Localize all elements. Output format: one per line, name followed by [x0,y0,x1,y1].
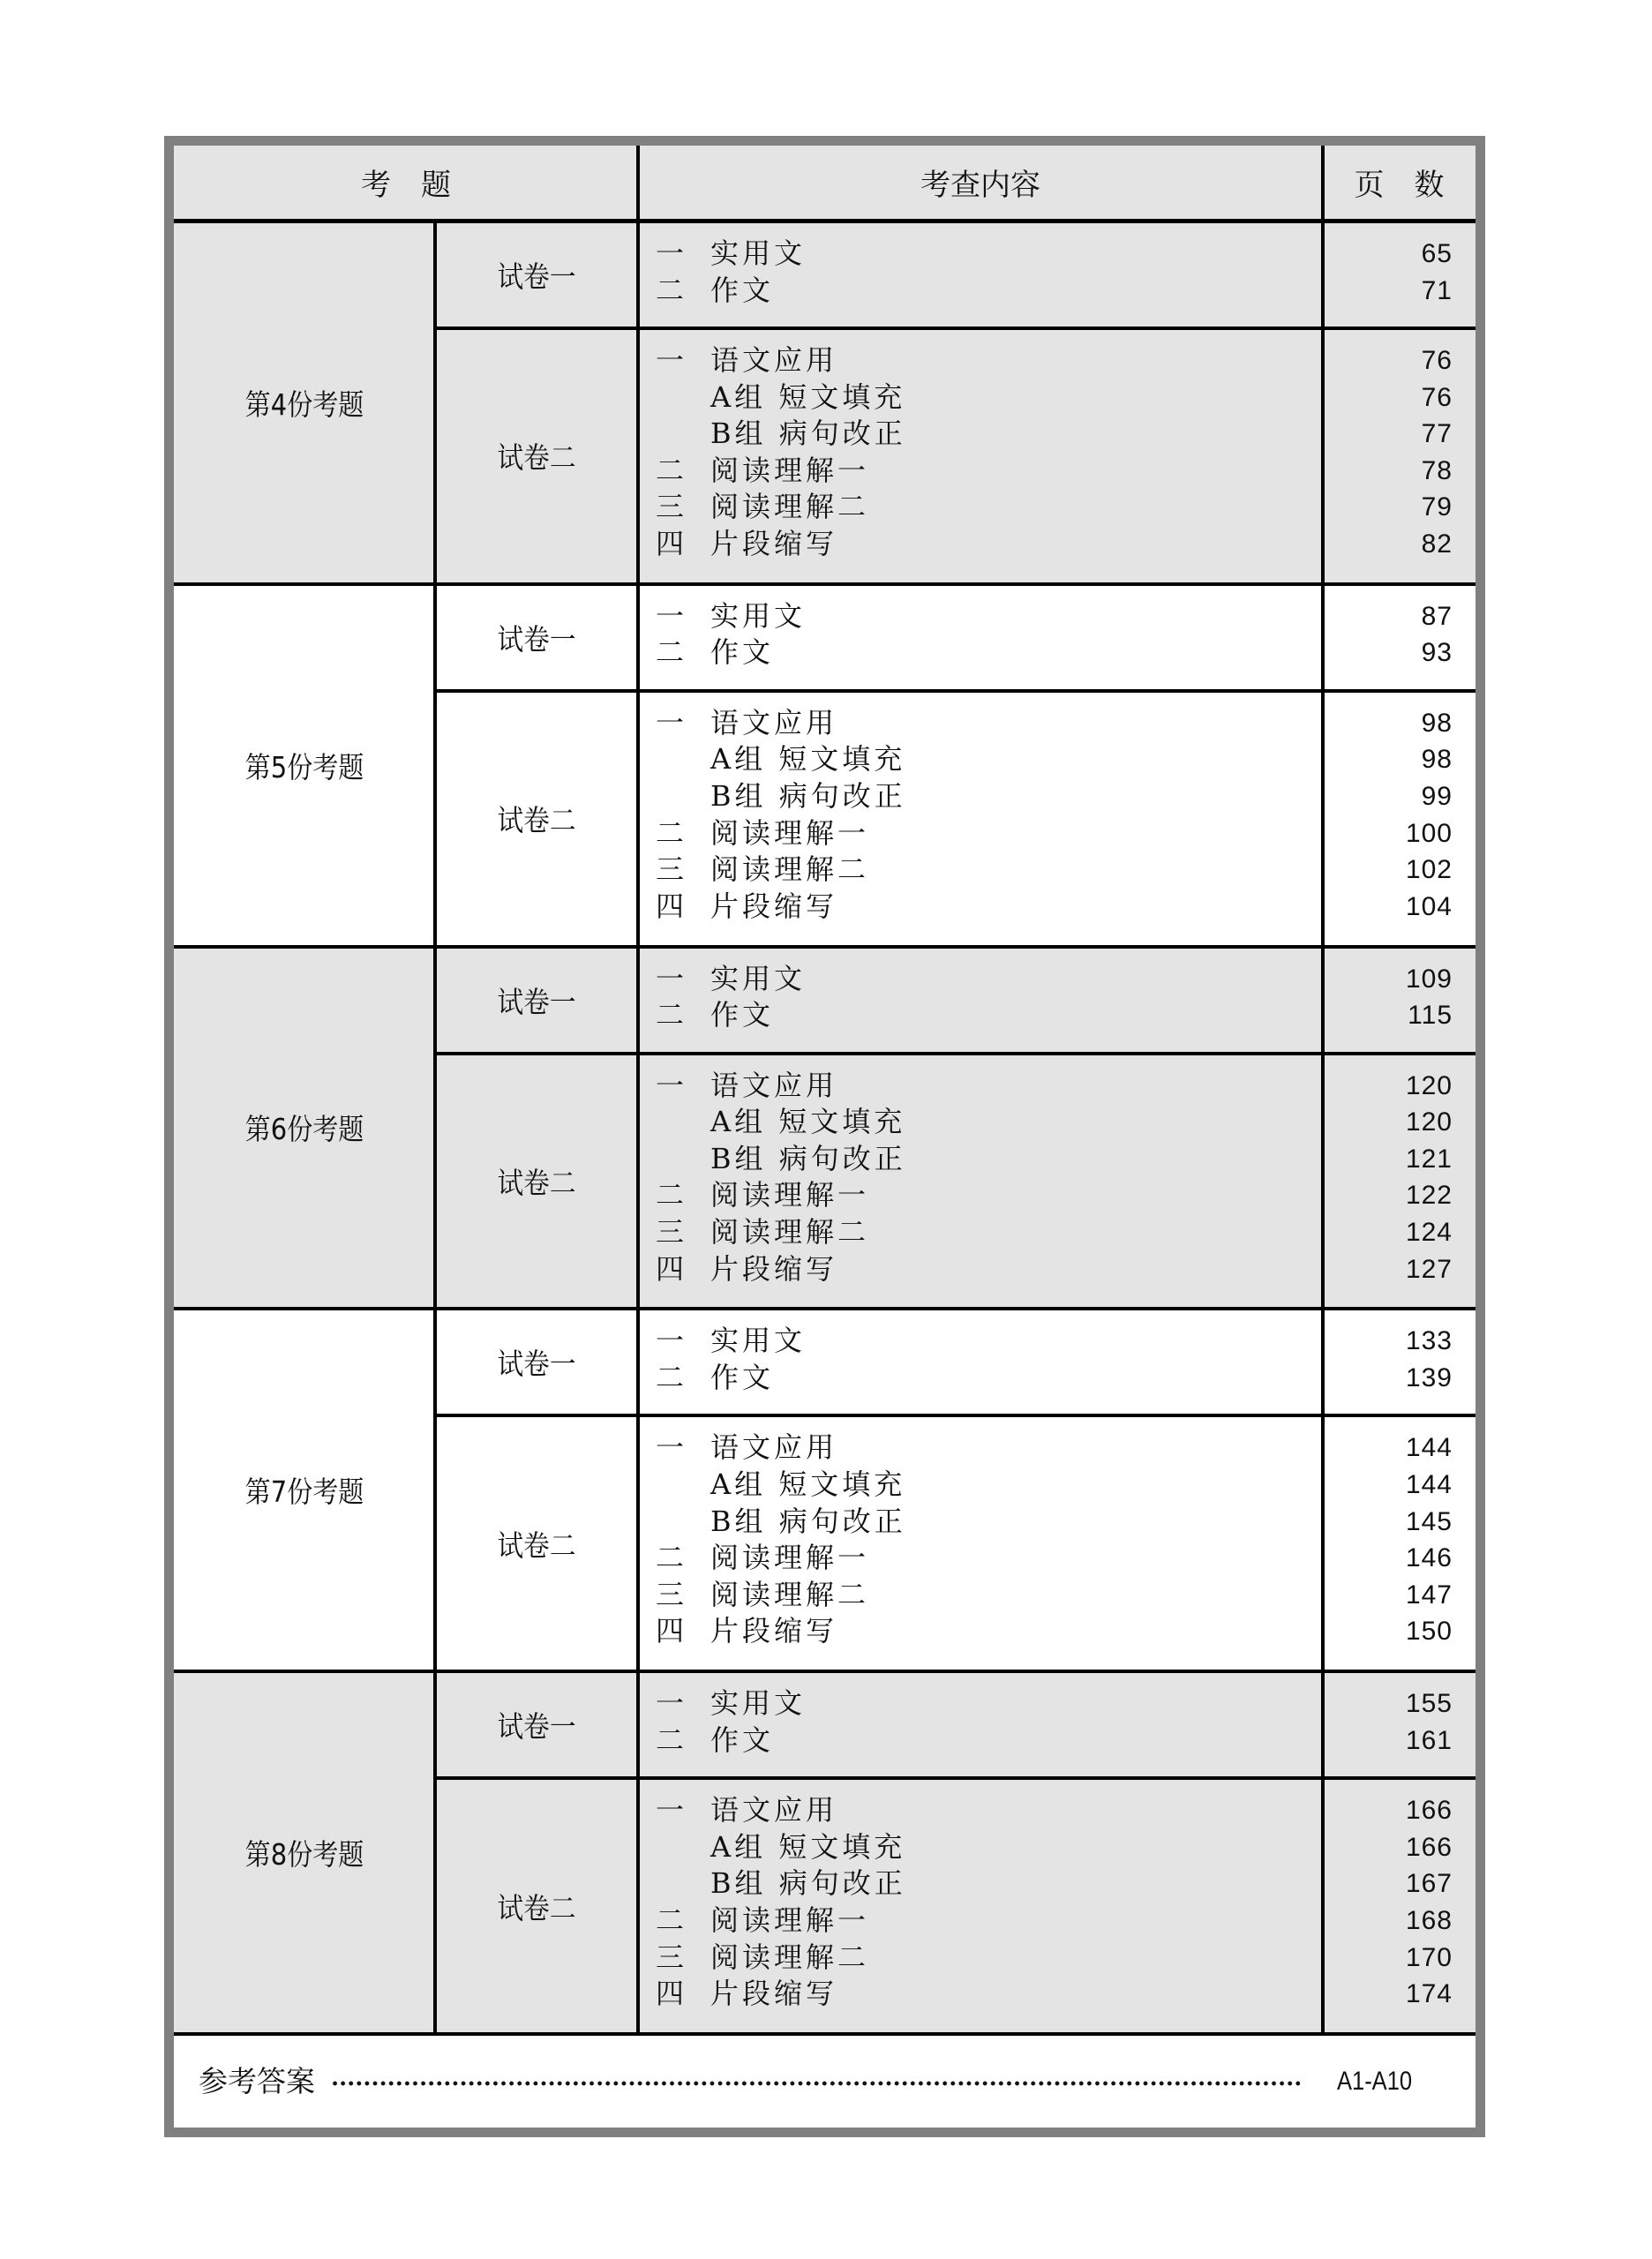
content-list [656,1685,1273,1759]
entry-page-number[interactable]: 155 [1405,1689,1453,1719]
paper-one-row [435,586,1476,693]
table-of-contents-frame [164,136,1485,2137]
content-list [656,1430,1273,1650]
entry-title: 实用文 [710,1324,807,1358]
entry-page-number[interactable]: 133 [1405,1326,1453,1356]
entry-page-number[interactable]: 124 [1405,1217,1453,1247]
page-list [1323,598,1453,672]
paper-label: 试卷一 [497,984,576,1019]
paper-label: 试卷一 [497,1709,576,1745]
toc-entry[interactable] [656,1068,1273,1105]
entry-title: 实用文 [710,598,807,633]
entry-number: 四 [656,1614,685,1648]
header-content: 考查内容 [920,168,1040,203]
entry-title: 片段缩写 [710,1977,838,2011]
exam-group [174,949,1476,1311]
entry-number: 一 [656,1686,685,1721]
paper-label: 试卷二 [497,440,576,476]
exam-group [174,586,1476,949]
toc-entry[interactable] [656,526,1273,563]
entry-number: 二 [656,453,685,487]
page-list [1323,1792,1453,2013]
entry-title: A组 短文填充 [710,1829,906,1864]
entry-page-number[interactable]: 120 [1405,1070,1453,1100]
toc-entry[interactable] [656,1722,1273,1760]
entry-page-number[interactable]: 170 [1405,1942,1453,1972]
toc-entry[interactable] [656,598,1273,635]
entry-page-number[interactable]: 161 [1405,1725,1453,1755]
toc-entry[interactable] [656,705,1273,742]
toc-entry[interactable] [656,1577,1273,1614]
entry-page-number[interactable]: 147 [1405,1580,1453,1610]
exam-group [174,223,1476,586]
entry-page-number[interactable]: 76 [1421,346,1453,375]
column-divider [433,223,437,2036]
entry-title: 作文 [710,1722,775,1757]
entry-page-number[interactable]: 144 [1405,1469,1453,1499]
entry-number: 二 [656,635,685,670]
entry-title: A组 短文填充 [710,1467,906,1501]
entry-number: 一 [656,236,685,270]
entry-page-number[interactable]: 139 [1405,1362,1453,1392]
toc-entry[interactable] [656,1865,1273,1903]
entry-number: 一 [656,1068,685,1102]
content-list [656,961,1273,1034]
exam-group-label: 第6份考题 [244,1112,364,1147]
entry-title: 语文应用 [710,343,838,377]
entry-number: 一 [656,705,685,739]
entry-number: 四 [656,1977,685,2011]
entry-title: 阅读理解一 [710,1903,870,1937]
entry-number: 一 [656,598,685,633]
entry-page-number[interactable]: 144 [1405,1433,1453,1463]
exam-group-label: 第4份考题 [244,387,364,422]
paper-two-row [435,1055,1476,1308]
column-divider [636,146,640,2036]
exam-group-label: 第7份考题 [244,1475,364,1510]
entry-title: 实用文 [710,1686,807,1721]
page-list [1323,1430,1453,1650]
entry-page-number[interactable]: 174 [1405,1979,1453,2009]
entry-number: 二 [656,1541,685,1575]
entry-title: 作文 [710,998,775,1032]
toc-entry[interactable] [656,1467,1273,1504]
content-list [656,1792,1273,2013]
page-list [1323,961,1453,1034]
entry-page-number[interactable]: 98 [1421,708,1453,738]
exam-group [174,1673,1476,2036]
paper-two-row [435,1417,1476,1670]
paper-label: 试卷二 [497,803,576,838]
entry-number: 一 [656,1793,685,1827]
toc-table [174,146,1476,2128]
content-list [656,236,1273,309]
entry-number: 二 [656,273,685,307]
toc-entry[interactable] [656,379,1273,417]
toc-entry[interactable] [656,1903,1273,1940]
entry-title: B组 病句改正 [710,417,906,451]
entry-page-number[interactable]: 146 [1405,1543,1453,1573]
entry-page-number[interactable]: 168 [1405,1905,1453,1935]
toc-entry[interactable] [656,778,1273,815]
page-list [1323,1068,1453,1288]
toc-entry[interactable] [656,1104,1273,1141]
entry-title: 语文应用 [710,705,838,739]
paper-label: 试卷二 [497,1527,576,1563]
exam-group-label: 第8份考题 [244,1837,364,1872]
entry-title: 阅读理解二 [710,852,870,887]
entry-title: A组 短文填充 [710,379,906,414]
entry-number: 二 [656,1178,685,1212]
toc-entry[interactable] [656,453,1273,490]
paper-label: 试卷二 [497,1165,576,1200]
entry-number: 二 [656,815,685,850]
toc-entry[interactable] [656,1141,1273,1178]
entry-page-number[interactable]: 166 [1405,1832,1453,1862]
entry-page-number[interactable]: 121 [1405,1144,1453,1174]
entry-page-number[interactable]: 127 [1405,1254,1453,1284]
toc-entry[interactable] [656,1214,1273,1251]
paper-label: 试卷一 [497,259,576,294]
entry-page-number[interactable]: 76 [1421,382,1453,412]
entry-title: 语文应用 [710,1430,838,1465]
entry-number: 一 [656,1324,685,1358]
page-list [1323,1323,1453,1396]
toc-entry[interactable] [656,273,1273,310]
entry-number: 四 [656,1251,685,1286]
entry-page-number[interactable]: 87 [1421,601,1453,631]
entry-title: 阅读理解一 [710,453,870,487]
paper-label: 试卷一 [497,621,576,657]
entry-number: 四 [656,526,685,560]
toc-entry[interactable] [656,342,1273,379]
content-list [656,342,1273,563]
entry-title: 作文 [710,273,775,307]
entry-title: 实用文 [710,236,807,270]
paper-one-row [435,223,1476,330]
toc-entry[interactable] [656,1540,1273,1577]
entry-title: B组 病句改正 [710,778,906,813]
entry-number: 四 [656,889,685,923]
exam-group [174,1310,1476,1673]
entry-number: 二 [656,998,685,1032]
toc-entry[interactable] [656,1940,1273,1977]
toc-entry[interactable] [656,741,1273,778]
entry-number: 三 [656,1940,685,1974]
entry-page-number[interactable]: 102 [1405,855,1453,885]
toc-entry[interactable] [656,489,1273,526]
toc-entry[interactable] [656,961,1273,998]
toc-entry[interactable] [656,815,1273,852]
entry-number: 三 [656,1577,685,1611]
toc-entry[interactable] [656,1504,1273,1541]
entry-number: 一 [656,343,685,377]
entry-title: 阅读理解一 [710,1541,870,1575]
paper-label: 试卷二 [497,1890,576,1925]
entry-page-number[interactable]: 166 [1405,1796,1453,1826]
entry-page-number[interactable]: 79 [1421,492,1453,522]
page-list [1323,705,1453,926]
entry-page-number[interactable]: 77 [1421,419,1453,449]
paper-one-row [435,1673,1476,1780]
entry-number: 二 [656,1722,685,1757]
entry-title: 片段缩写 [710,1614,838,1648]
entry-page-number[interactable]: 65 [1421,239,1453,268]
paper-two-row [435,1780,1476,2032]
toc-entry[interactable] [656,1613,1273,1650]
toc-entry[interactable] [656,889,1273,926]
toc-entry[interactable] [656,1829,1273,1866]
paper-one-row [435,1310,1476,1417]
toc-entry[interactable] [656,1976,1273,2013]
entry-number: 二 [656,1360,685,1394]
entry-title: B组 病句改正 [710,1141,906,1175]
entry-title: 作文 [710,635,775,670]
content-list [656,1323,1273,1396]
toc-entry[interactable] [656,852,1273,889]
paper-one-row [435,949,1476,1055]
entry-title: 片段缩写 [710,1251,838,1286]
header-pages: 页 数 [1354,168,1445,203]
toc-entry[interactable] [656,1251,1273,1288]
toc-entry[interactable] [656,1360,1273,1397]
toc-entry[interactable] [656,1177,1273,1214]
entry-number: 一 [656,961,685,995]
header-exam: 考 题 [361,168,451,203]
entry-title: A组 短文填充 [710,1105,906,1139]
entry-number: 一 [656,1430,685,1465]
entry-title: 语文应用 [710,1793,838,1827]
entry-page-number[interactable]: 120 [1405,1107,1453,1137]
entry-title: 阅读理解一 [710,1178,870,1212]
toc-entry[interactable] [656,1792,1273,1829]
entry-number: 三 [656,852,685,887]
entry-page-number[interactable]: 145 [1405,1506,1453,1536]
dot-leader [331,2081,1303,2086]
content-list [656,1068,1273,1288]
toc-entry[interactable] [656,1430,1273,1467]
entry-page-number[interactable]: 115 [1408,1001,1453,1031]
entry-title: 片段缩写 [710,889,838,923]
entry-title: 阅读理解二 [710,1214,870,1249]
answers-entry[interactable] [174,2036,1476,2128]
toc-entry[interactable] [656,634,1273,672]
entry-page-number[interactable]: 150 [1405,1617,1453,1647]
entry-title: 作文 [710,1360,775,1394]
entry-title: 阅读理解一 [710,815,870,850]
entry-title: 语文应用 [710,1068,838,1102]
page-list [1323,1685,1453,1759]
entry-page-number[interactable]: 93 [1421,638,1453,668]
toc-entry[interactable] [656,416,1273,453]
page-list [1323,236,1453,309]
toc-entry[interactable] [656,1323,1273,1360]
entry-page-number[interactable]: 109 [1405,964,1453,994]
entry-number: 三 [656,1214,685,1249]
content-list [656,598,1273,672]
toc-entry[interactable] [656,997,1273,1034]
answers-label: 参考答案 [199,2064,315,2098]
toc-entry[interactable] [656,1685,1273,1722]
entry-title: A组 短文填充 [710,742,906,777]
entry-page-number[interactable]: 167 [1405,1869,1453,1899]
paper-two-row [435,330,1476,582]
entry-page-number[interactable]: 99 [1421,781,1453,811]
page-list [1323,342,1453,563]
entry-number: 三 [656,490,685,524]
paper-label: 试卷一 [497,1347,576,1382]
entry-title: B组 病句改正 [710,1866,906,1901]
entry-page-number[interactable]: 122 [1405,1181,1453,1211]
exam-group-label: 第5份考题 [244,749,364,784]
content-list [656,705,1273,926]
entry-page-number[interactable]: 104 [1405,891,1453,921]
entry-page-number[interactable]: 98 [1421,745,1453,775]
entry-page-number[interactable]: 82 [1421,529,1453,559]
entry-title: 阅读理解二 [710,1940,870,1974]
paper-two-row [435,693,1476,945]
column-divider [1321,146,1325,2036]
toc-entry[interactable] [656,236,1273,273]
entry-title: 阅读理解二 [710,1577,870,1611]
entry-title: 阅读理解二 [710,490,870,524]
entry-title: 实用文 [710,961,807,995]
entry-page-number[interactable]: 78 [1421,455,1453,485]
entry-page-number[interactable]: 100 [1405,818,1453,848]
entry-number: 二 [656,1903,685,1937]
entry-title: 片段缩写 [710,526,838,560]
entry-page-number[interactable]: 71 [1421,275,1453,305]
table-header [174,146,1476,223]
entry-title: B组 病句改正 [710,1504,906,1538]
answers-page-range: A1-A10 [1337,2067,1413,2096]
